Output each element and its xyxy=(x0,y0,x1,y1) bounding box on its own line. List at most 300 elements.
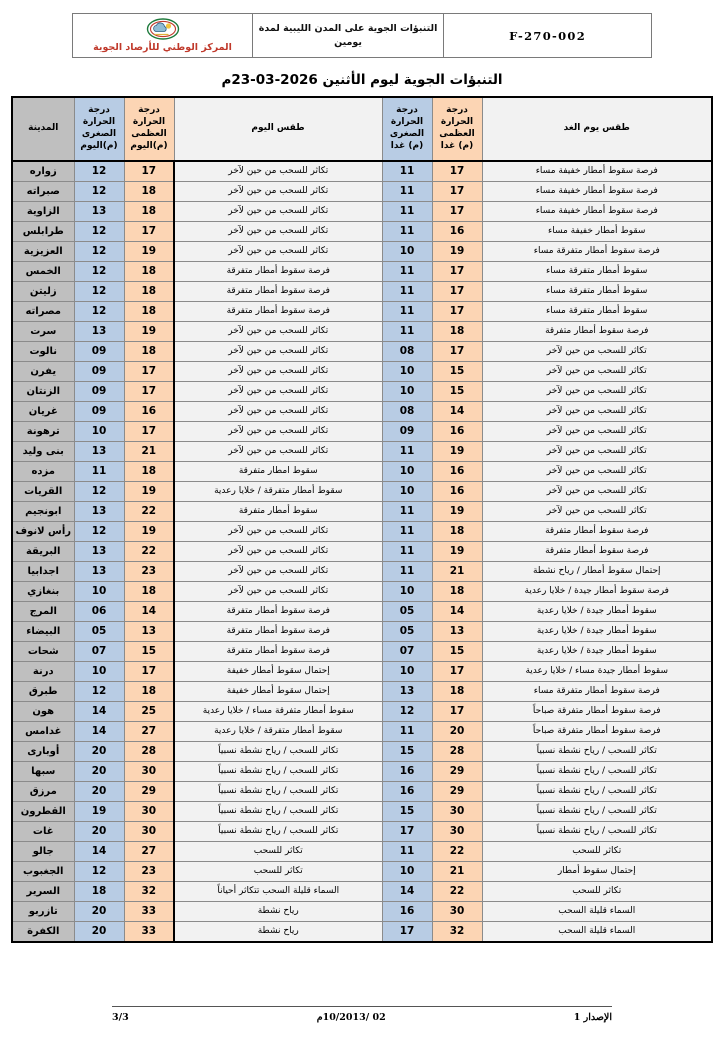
cell-today-min: 12 xyxy=(74,222,124,242)
table-row xyxy=(12,582,712,602)
cell-city: يفرن xyxy=(12,362,74,382)
table-row xyxy=(12,902,712,922)
cell-city: غدامس xyxy=(12,722,74,742)
cell-today-max: 30 xyxy=(124,802,174,822)
cell-city: الزنتان xyxy=(12,382,74,402)
cell-today-min: 13 xyxy=(74,502,124,522)
cell-city: جالو xyxy=(12,842,74,862)
cell-tomorrow-max: 15 xyxy=(432,362,482,382)
table-row xyxy=(12,622,712,642)
cell-city: غريان xyxy=(12,402,74,422)
cell-today-min: 13 xyxy=(74,202,124,222)
cell-tomorrow-max: 18 xyxy=(432,322,482,342)
table-row xyxy=(12,342,712,362)
cell-today-min: 09 xyxy=(74,342,124,362)
cell-tomorrow-min: 15 xyxy=(382,742,432,762)
cell-tomorrow-max: 16 xyxy=(432,462,482,482)
cell-tomorrow-max: 20 xyxy=(432,722,482,742)
cell-city: رأس لانوف xyxy=(12,522,74,542)
cell-tomorrow-weather: تكاثر للسحب xyxy=(482,842,712,862)
cell-tomorrow-min: 11 xyxy=(382,522,432,542)
cell-tomorrow-min: 11 xyxy=(382,842,432,862)
cell-city: ابونجيم xyxy=(12,502,74,522)
cell-today-weather: السماء قليلة السحب تتكاثر أحياناً xyxy=(174,882,382,902)
header-tomorrow-min: درجة الحرارة الصغرى (م) غدا xyxy=(382,97,432,161)
cell-tomorrow-weather: فرصة سقوط أمطار متفرقة مساء xyxy=(482,682,712,702)
cell-tomorrow-min: 05 xyxy=(382,622,432,642)
cell-tomorrow-min: 10 xyxy=(382,462,432,482)
cell-tomorrow-weather: سقوط أمطار متفرقة مساء xyxy=(482,302,712,322)
cell-today-max: 17 xyxy=(124,222,174,242)
cell-today-min: 07 xyxy=(74,642,124,662)
cell-today-max: 13 xyxy=(124,622,174,642)
cell-tomorrow-min: 14 xyxy=(382,882,432,902)
cell-tomorrow-weather: تكاثر للسحب / رياح نشطة نسبياً xyxy=(482,762,712,782)
cell-today-max: 14 xyxy=(124,602,174,622)
cell-today-min: 10 xyxy=(74,662,124,682)
cell-tomorrow-max: 17 xyxy=(432,202,482,222)
document-subject-title: التنبؤات الجوية على المدن الليبية لمدة يومين xyxy=(252,14,443,58)
cell-today-max: 17 xyxy=(124,161,174,182)
cell-city: مزده xyxy=(12,462,74,482)
header-today-max: درجة الحرارة العظمى (م)اليوم xyxy=(124,97,174,161)
cell-today-min: 10 xyxy=(74,422,124,442)
cell-today-weather: تكاثر للسحب من حين لآخر xyxy=(174,382,382,402)
cell-tomorrow-max: 18 xyxy=(432,522,482,542)
cell-today-max: 18 xyxy=(124,582,174,602)
table-row xyxy=(12,802,712,822)
cell-tomorrow-max: 29 xyxy=(432,762,482,782)
cell-today-weather: تكاثر للسحب من حين لآخر xyxy=(174,222,382,242)
cell-tomorrow-weather: فرصة سقوط أمطار متفرقة صباحاً xyxy=(482,722,712,742)
cell-tomorrow-weather: سقوط أمطار جيدة / خلايا رعدية xyxy=(482,642,712,662)
cell-today-max: 18 xyxy=(124,262,174,282)
cell-tomorrow-min: 11 xyxy=(382,442,432,462)
cell-today-weather: تكاثر للسحب / رياح نشطة نسبياً xyxy=(174,762,382,782)
cell-today-weather: تكاثر للسحب / رياح نشطة نسبياً xyxy=(174,742,382,762)
page-footer xyxy=(112,1006,612,1023)
cell-tomorrow-max: 29 xyxy=(432,782,482,802)
cell-tomorrow-weather: تكاثر للسحب من حين لآخر xyxy=(482,382,712,402)
cell-city: الكفرة xyxy=(12,922,74,943)
form-code: F-270-002 xyxy=(444,14,652,58)
cell-today-weather: تكاثر للسحب من حين لآخر xyxy=(174,582,382,602)
cell-tomorrow-max: 30 xyxy=(432,822,482,842)
cell-tomorrow-min: 05 xyxy=(382,602,432,622)
cell-city: الجغبوب xyxy=(12,862,74,882)
cell-tomorrow-weather: تكاثر للسحب من حين لآخر xyxy=(482,482,712,502)
table-row xyxy=(12,222,712,242)
footer-page-number: 3/3 xyxy=(112,1012,129,1023)
cell-city: طرابلس xyxy=(12,222,74,242)
cell-today-max: 17 xyxy=(124,362,174,382)
cell-tomorrow-max: 19 xyxy=(432,542,482,562)
cell-tomorrow-max: 19 xyxy=(432,502,482,522)
document-masthead xyxy=(72,13,652,58)
forecast-table-header-row xyxy=(12,97,712,161)
cell-tomorrow-min: 11 xyxy=(382,262,432,282)
cell-tomorrow-weather: فرصة سقوط أمطار متفرقة xyxy=(482,322,712,342)
cell-city: أوبارى xyxy=(12,742,74,762)
cell-city: صبراته xyxy=(12,182,74,202)
cell-today-min: 12 xyxy=(74,242,124,262)
cell-tomorrow-weather: إحتمال سقوط أمطار / رياح نشطة xyxy=(482,562,712,582)
cell-city: السرير xyxy=(12,882,74,902)
cell-tomorrow-weather: سقوط أمطار جيدة مساء / خلايا رعدية xyxy=(482,662,712,682)
table-row xyxy=(12,542,712,562)
table-row xyxy=(12,762,712,782)
cell-tomorrow-min: 08 xyxy=(382,342,432,362)
cell-city: سرت xyxy=(12,322,74,342)
cell-tomorrow-min: 13 xyxy=(382,682,432,702)
cell-today-min: 12 xyxy=(74,262,124,282)
cell-city: القريات xyxy=(12,482,74,502)
cell-today-weather: تكاثر للسحب من حين لآخر xyxy=(174,562,382,582)
cell-today-max: 22 xyxy=(124,502,174,522)
cell-today-max: 19 xyxy=(124,322,174,342)
table-row xyxy=(12,682,712,702)
cell-today-weather: تكاثر للسحب / رياح نشطة نسبياً xyxy=(174,802,382,822)
table-row xyxy=(12,182,712,202)
header-tomorrow-max: درجة الحرارة العظمى (م) غدا xyxy=(432,97,482,161)
cell-today-weather: سقوط امطار متفرقة xyxy=(174,462,382,482)
cell-tomorrow-weather: إحتمال سقوط أمطار xyxy=(482,862,712,882)
cell-today-weather: فرصة سقوط أمطار متفرقة xyxy=(174,642,382,662)
cell-today-min: 12 xyxy=(74,161,124,182)
cell-tomorrow-max: 16 xyxy=(432,482,482,502)
cell-tomorrow-max: 17 xyxy=(432,282,482,302)
table-row xyxy=(12,642,712,662)
cell-city: اجدابيا xyxy=(12,562,74,582)
cell-today-max: 18 xyxy=(124,342,174,362)
cell-city: طبرق xyxy=(12,682,74,702)
cell-today-max: 25 xyxy=(124,702,174,722)
cell-today-min: 20 xyxy=(74,742,124,762)
cell-city: شحات xyxy=(12,642,74,662)
cloud-sun-emblem-icon xyxy=(146,18,180,40)
header-today-min: درجة الحرارة الصغرى (م)اليوم xyxy=(74,97,124,161)
cell-today-min: 12 xyxy=(74,682,124,702)
cell-today-max: 18 xyxy=(124,682,174,702)
cell-today-weather: تكاثر للسحب xyxy=(174,842,382,862)
cell-today-weather: فرصة سقوط أمطار متفرقة xyxy=(174,262,382,282)
cell-tomorrow-max: 21 xyxy=(432,562,482,582)
cell-today-weather: تكاثر للسحب من حين لآخر xyxy=(174,362,382,382)
cell-city: زواره xyxy=(12,161,74,182)
cell-city: مصراته xyxy=(12,302,74,322)
table-row xyxy=(12,242,712,262)
table-row xyxy=(12,382,712,402)
table-row xyxy=(12,202,712,222)
cell-today-max: 17 xyxy=(124,422,174,442)
cell-tomorrow-min: 11 xyxy=(382,182,432,202)
table-row xyxy=(12,422,712,442)
cell-today-max: 23 xyxy=(124,862,174,882)
cell-today-max: 22 xyxy=(124,542,174,562)
cell-today-max: 32 xyxy=(124,882,174,902)
cell-today-weather: تكاثر للسحب من حين لآخر xyxy=(174,202,382,222)
cell-today-weather: تكاثر للسحب xyxy=(174,862,382,882)
cell-tomorrow-weather: سقوط أمطار متفرقة مساء xyxy=(482,262,712,282)
header-city: المدينة xyxy=(12,97,74,161)
table-row xyxy=(12,822,712,842)
cell-city: البريقة xyxy=(12,542,74,562)
cell-today-max: 33 xyxy=(124,902,174,922)
cell-today-weather: رياح نشطة xyxy=(174,902,382,922)
cell-today-weather: تكاثر للسحب / رياح نشطة نسبياً xyxy=(174,822,382,842)
cell-today-min: 09 xyxy=(74,402,124,422)
cell-tomorrow-min: 11 xyxy=(382,722,432,742)
cell-tomorrow-max: 15 xyxy=(432,382,482,402)
cell-city: تازربو xyxy=(12,902,74,922)
cell-today-max: 18 xyxy=(124,202,174,222)
cell-city: زليتن xyxy=(12,282,74,302)
cell-tomorrow-min: 17 xyxy=(382,922,432,943)
cell-city: القطرون xyxy=(12,802,74,822)
table-row xyxy=(12,782,712,802)
cell-city: مرزق xyxy=(12,782,74,802)
cell-tomorrow-max: 30 xyxy=(432,902,482,922)
cell-tomorrow-max: 18 xyxy=(432,682,482,702)
table-row xyxy=(12,722,712,742)
table-row xyxy=(12,282,712,302)
cell-today-weather: فرصة سقوط أمطار متفرقة xyxy=(174,282,382,302)
cell-today-weather: تكاثر للسحب / رياح نشطة نسبياً xyxy=(174,782,382,802)
cell-tomorrow-weather: تكاثر للسحب / رياح نشطة نسبياً xyxy=(482,782,712,802)
cell-tomorrow-max: 16 xyxy=(432,222,482,242)
cell-tomorrow-max: 30 xyxy=(432,802,482,822)
cell-today-weather: سقوط أمطار متفرقة / خلايا رعدية xyxy=(174,482,382,502)
cell-today-max: 27 xyxy=(124,842,174,862)
table-row xyxy=(12,482,712,502)
table-row xyxy=(12,442,712,462)
cell-today-max: 19 xyxy=(124,522,174,542)
cell-tomorrow-weather: تكاثر للسحب / رياح نشطة نسبياً xyxy=(482,822,712,842)
cell-tomorrow-weather: تكاثر للسحب من حين لآخر xyxy=(482,502,712,522)
cell-today-weather: فرصة سقوط أمطار متفرقة xyxy=(174,602,382,622)
cell-tomorrow-min: 08 xyxy=(382,402,432,422)
cell-tomorrow-min: 07 xyxy=(382,642,432,662)
cell-tomorrow-max: 22 xyxy=(432,842,482,862)
organization-logo-cell xyxy=(73,14,253,58)
cell-today-min: 09 xyxy=(74,382,124,402)
cell-today-max: 17 xyxy=(124,662,174,682)
page-title: التنبؤات الجوية ليوم الأثنين 2026-03-23م xyxy=(221,72,503,88)
cell-today-max: 27 xyxy=(124,722,174,742)
cell-tomorrow-min: 11 xyxy=(382,542,432,562)
cell-today-min: 13 xyxy=(74,442,124,462)
cell-tomorrow-min: 10 xyxy=(382,662,432,682)
cell-today-min: 06 xyxy=(74,602,124,622)
cell-today-min: 18 xyxy=(74,882,124,902)
cell-city: البيضاء xyxy=(12,622,74,642)
cell-today-weather: تكاثر للسحب من حين لآخر xyxy=(174,322,382,342)
cell-tomorrow-max: 17 xyxy=(432,182,482,202)
table-row xyxy=(12,882,712,902)
cell-today-min: 05 xyxy=(74,622,124,642)
cell-tomorrow-min: 10 xyxy=(382,862,432,882)
cell-tomorrow-max: 32 xyxy=(432,922,482,943)
cell-today-min: 20 xyxy=(74,822,124,842)
cell-today-max: 16 xyxy=(124,402,174,422)
table-row xyxy=(12,662,712,682)
forecast-table xyxy=(11,96,713,943)
table-row xyxy=(12,462,712,482)
cell-tomorrow-min: 12 xyxy=(382,702,432,722)
cell-city: غات xyxy=(12,822,74,842)
cell-tomorrow-min: 15 xyxy=(382,802,432,822)
cell-today-min: 09 xyxy=(74,362,124,382)
masthead-row xyxy=(73,14,652,58)
cell-today-max: 33 xyxy=(124,922,174,943)
cell-city: المرج xyxy=(12,602,74,622)
footer-edition: الإصدار 1 xyxy=(573,1012,612,1023)
cell-today-min: 19 xyxy=(74,802,124,822)
cell-today-weather: تكاثر للسحب من حين لآخر xyxy=(174,442,382,462)
cell-tomorrow-weather: فرصة سقوط أمطار جيدة / خلايا رعدية xyxy=(482,582,712,602)
cell-tomorrow-max: 17 xyxy=(432,342,482,362)
cell-tomorrow-max: 13 xyxy=(432,622,482,642)
cell-today-max: 17 xyxy=(124,382,174,402)
cell-tomorrow-min: 10 xyxy=(382,362,432,382)
organization-name: المركز الوطني للأرصاد الجوية xyxy=(93,42,232,53)
cell-today-weather: تكاثر للسحب من حين لآخر xyxy=(174,242,382,262)
cell-today-max: 21 xyxy=(124,442,174,462)
cell-tomorrow-weather: تكاثر للسحب من حين لآخر xyxy=(482,422,712,442)
cell-tomorrow-max: 17 xyxy=(432,662,482,682)
cell-city: الزاوية xyxy=(12,202,74,222)
cell-tomorrow-weather: سقوط أمطار متفرقة مساء xyxy=(482,282,712,302)
cell-today-weather: سقوط أمطار متفرقة xyxy=(174,502,382,522)
cell-tomorrow-weather: تكاثر للسحب / رياح نشطة نسبياً xyxy=(482,742,712,762)
table-row xyxy=(12,362,712,382)
cell-tomorrow-weather: تكاثر للسحب xyxy=(482,882,712,902)
cell-tomorrow-max: 19 xyxy=(432,242,482,262)
cell-today-min: 13 xyxy=(74,322,124,342)
cell-tomorrow-min: 11 xyxy=(382,202,432,222)
cell-today-min: 20 xyxy=(74,762,124,782)
cell-today-max: 18 xyxy=(124,182,174,202)
table-row xyxy=(12,402,712,422)
cell-today-max: 30 xyxy=(124,822,174,842)
cell-tomorrow-weather: فرصة سقوط أمطار خفيفة مساء xyxy=(482,202,712,222)
cell-today-min: 20 xyxy=(74,902,124,922)
cell-today-min: 12 xyxy=(74,862,124,882)
cell-tomorrow-weather: تكاثر للسحب من حين لآخر xyxy=(482,402,712,422)
cell-today-min: 12 xyxy=(74,302,124,322)
cell-city: نالوت xyxy=(12,342,74,362)
cell-today-max: 15 xyxy=(124,642,174,662)
cell-tomorrow-max: 22 xyxy=(432,882,482,902)
cell-today-weather: سقوط أمطار متفرقة / خلايا رعدية xyxy=(174,722,382,742)
cell-tomorrow-max: 17 xyxy=(432,161,482,182)
cell-city: بنى وليد xyxy=(12,442,74,462)
cell-city: بنغازي xyxy=(12,582,74,602)
cell-tomorrow-min: 16 xyxy=(382,782,432,802)
cell-today-weather: تكاثر للسحب من حين لآخر xyxy=(174,522,382,542)
cell-tomorrow-min: 10 xyxy=(382,582,432,602)
cell-tomorrow-min: 11 xyxy=(382,222,432,242)
cell-tomorrow-weather: تكاثر للسحب من حين لآخر xyxy=(482,362,712,382)
cell-today-min: 12 xyxy=(74,522,124,542)
cell-today-weather: تكاثر للسحب من حين لآخر xyxy=(174,161,382,182)
cell-tomorrow-max: 28 xyxy=(432,742,482,762)
cell-today-weather: فرصة سقوط أمطار متفرقة xyxy=(174,622,382,642)
cell-tomorrow-min: 10 xyxy=(382,242,432,262)
cell-today-min: 20 xyxy=(74,782,124,802)
cell-tomorrow-weather: فرصة سقوط أمطار متفرقة صباحاً xyxy=(482,702,712,722)
cell-tomorrow-weather: سقوط أمطار جيدة / خلايا رعدية xyxy=(482,602,712,622)
cell-today-min: 14 xyxy=(74,842,124,862)
cell-tomorrow-weather: فرصة سقوط أمطار خفيفة مساء xyxy=(482,161,712,182)
cell-tomorrow-max: 17 xyxy=(432,302,482,322)
cell-tomorrow-max: 15 xyxy=(432,642,482,662)
cell-today-min: 14 xyxy=(74,702,124,722)
cell-today-min: 20 xyxy=(74,922,124,943)
cell-tomorrow-weather: تكاثر للسحب / رياح نشطة نسبياً xyxy=(482,802,712,822)
table-row xyxy=(12,602,712,622)
cell-tomorrow-min: 16 xyxy=(382,902,432,922)
cell-tomorrow-max: 17 xyxy=(432,702,482,722)
cell-tomorrow-min: 10 xyxy=(382,382,432,402)
cell-tomorrow-min: 11 xyxy=(382,562,432,582)
cell-tomorrow-weather: السماء قليلة السحب xyxy=(482,922,712,943)
cell-tomorrow-max: 21 xyxy=(432,862,482,882)
table-row xyxy=(12,262,712,282)
cell-tomorrow-weather: السماء قليلة السحب xyxy=(482,902,712,922)
cell-today-weather: تكاثر للسحب من حين لآخر xyxy=(174,182,382,202)
cell-tomorrow-weather: تكاثر للسحب من حين لآخر xyxy=(482,442,712,462)
cell-tomorrow-max: 14 xyxy=(432,602,482,622)
cell-tomorrow-max: 19 xyxy=(432,442,482,462)
table-row xyxy=(12,842,712,862)
cell-tomorrow-max: 17 xyxy=(432,262,482,282)
cell-today-weather: سقوط أمطار متفرقة مساء / خلايا رعدية xyxy=(174,702,382,722)
cell-today-max: 30 xyxy=(124,762,174,782)
cell-today-min: 14 xyxy=(74,722,124,742)
cell-tomorrow-weather: فرصة سقوط أمطار متفرقة xyxy=(482,522,712,542)
cell-today-min: 12 xyxy=(74,282,124,302)
cell-city: سبها xyxy=(12,762,74,782)
table-row xyxy=(12,322,712,342)
cell-tomorrow-min: 09 xyxy=(382,422,432,442)
cell-today-min: 13 xyxy=(74,542,124,562)
cell-today-weather: تكاثر للسحب من حين لآخر xyxy=(174,342,382,362)
cell-tomorrow-min: 11 xyxy=(382,322,432,342)
cell-today-weather: تكاثر للسحب من حين لآخر xyxy=(174,542,382,562)
cell-today-max: 29 xyxy=(124,782,174,802)
cell-today-max: 23 xyxy=(124,562,174,582)
cell-today-weather: إحتمال سقوط أمطار خفيفة xyxy=(174,662,382,682)
cell-today-max: 18 xyxy=(124,282,174,302)
table-row xyxy=(12,562,712,582)
table-row xyxy=(12,922,712,943)
cell-tomorrow-weather: سقوط أمطار جيدة / خلايا رعدية xyxy=(482,622,712,642)
cell-today-min: 12 xyxy=(74,482,124,502)
cell-city: هون xyxy=(12,702,74,722)
cell-tomorrow-min: 10 xyxy=(382,482,432,502)
cell-today-weather: إحتمال سقوط أمطار خفيفة xyxy=(174,682,382,702)
cell-today-max: 28 xyxy=(124,742,174,762)
cell-today-max: 19 xyxy=(124,242,174,262)
cell-today-weather: تكاثر للسحب من حين لآخر xyxy=(174,402,382,422)
cell-tomorrow-weather: فرصة سقوط أمطار متفرقة xyxy=(482,542,712,562)
table-row xyxy=(12,742,712,762)
cell-tomorrow-weather: سقوط أمطار خفيفة مساء xyxy=(482,222,712,242)
cell-tomorrow-weather: فرصة سقوط أمطار خفيفة مساء xyxy=(482,182,712,202)
header-tomorrow-weather: طقس يوم الغد xyxy=(482,97,712,161)
footer-date: 02 /10/2013م xyxy=(316,1012,386,1023)
